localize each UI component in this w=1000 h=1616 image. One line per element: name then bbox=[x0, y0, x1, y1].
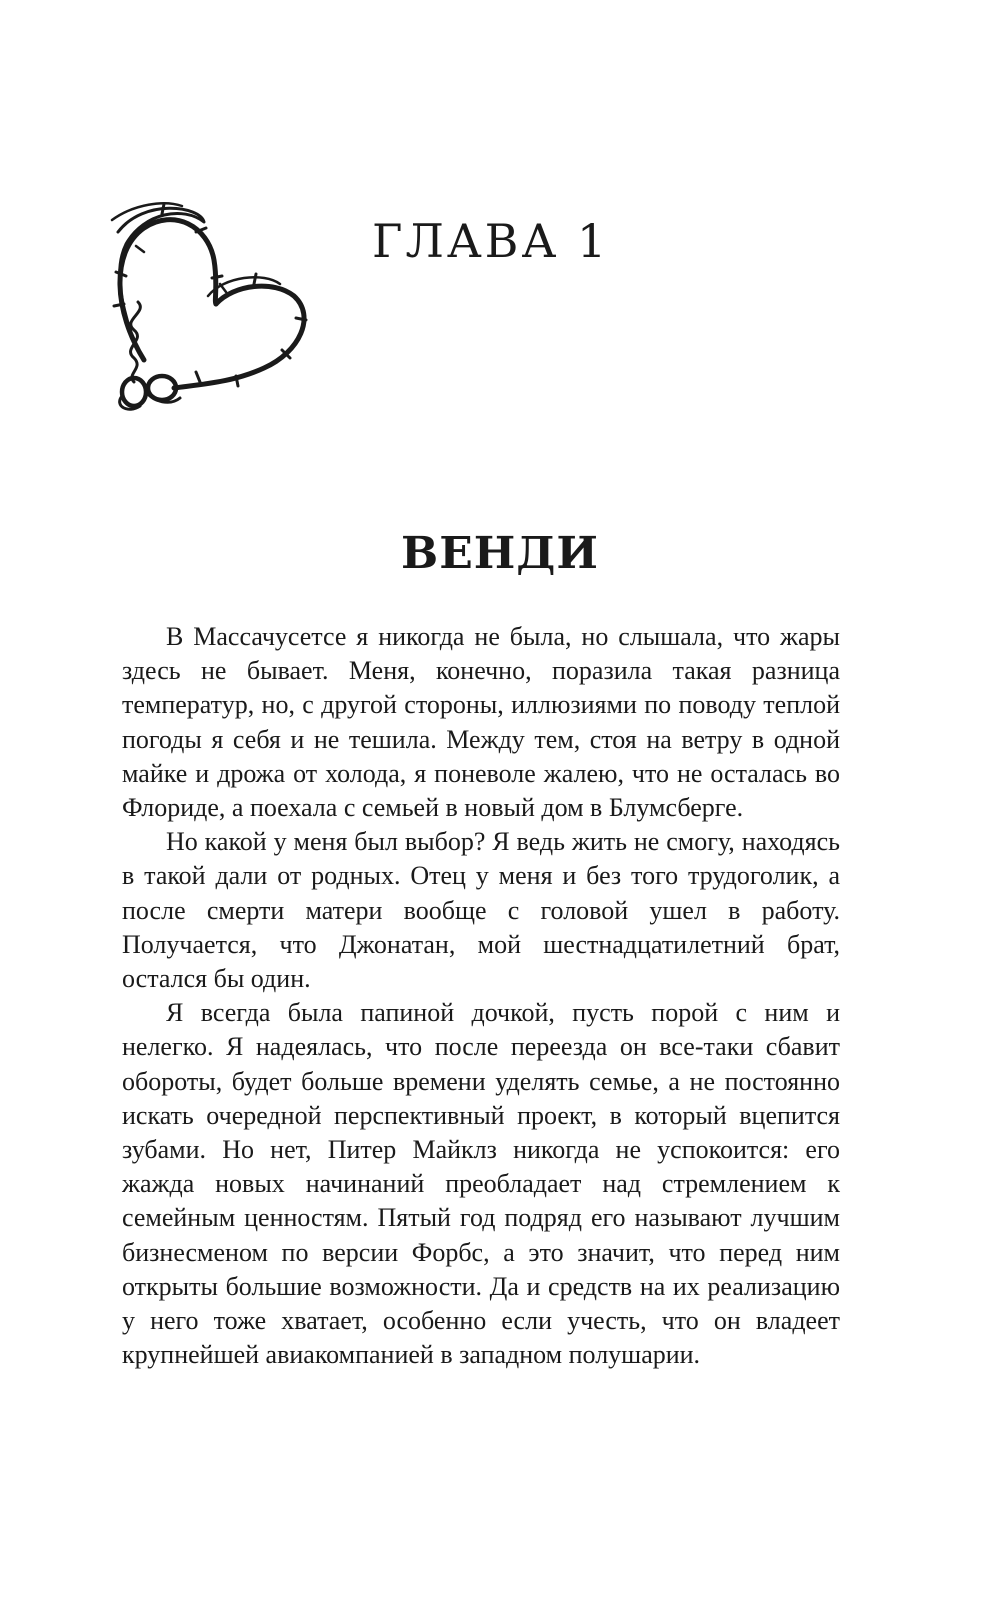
pov-character-name: ВЕНДИ bbox=[401, 528, 599, 579]
paragraph: Но какой у меня был выбор? Я ведь жить не смогу, находясь в такой дали от родных. Отец у меня и без того трудоголик, а после смерти матери вообще с головой ушел в работу. Получается, что Джонатан, мой шестнадцатилетний брат, остался бы один. bbox=[122, 827, 840, 994]
chapter-body bbox=[122, 620, 840, 1372]
thorny-heart-icon bbox=[104, 192, 314, 432]
chapter-title: ГЛАВА 1 bbox=[372, 214, 610, 268]
paragraph: В Массачусетсе я никогда не была, но слышала, что жары здесь не бывает. Меня, конечно, поразила такая разница температур, но, с другой стороны, иллюзиями по поводу теплой погоды я себя и не тешила. Между тем, стоя на ветру в одной майке и дрожа от холода, я поневоле жалею, что не осталась во Флориде, а поехала с семьей в новый дом в Блумсберге. bbox=[122, 622, 840, 823]
paragraph: Я всегда была папиной дочкой, пусть порой с ним и нелегко. Я надеялась, что после переезда он все-таки сбавит обороты, будет больше времени уделять семье, а не постоянно искать очередной перспективный проект, в который вцепится зубами. Но нет, Питер Майклз никогда не успокоится: его жажда новых начинаний преобладает над стремлением к семейным ценностям. Пятый год подряд его называют лучшим бизнесменом по версии Форбс, а это значит, что перед ним открыты большие возможности. Да и средств на их реализацию у него тоже хватает, особенно если учесть, что он владеет крупнейшей авиакомпанией в западном полушарии. bbox=[122, 998, 840, 1370]
